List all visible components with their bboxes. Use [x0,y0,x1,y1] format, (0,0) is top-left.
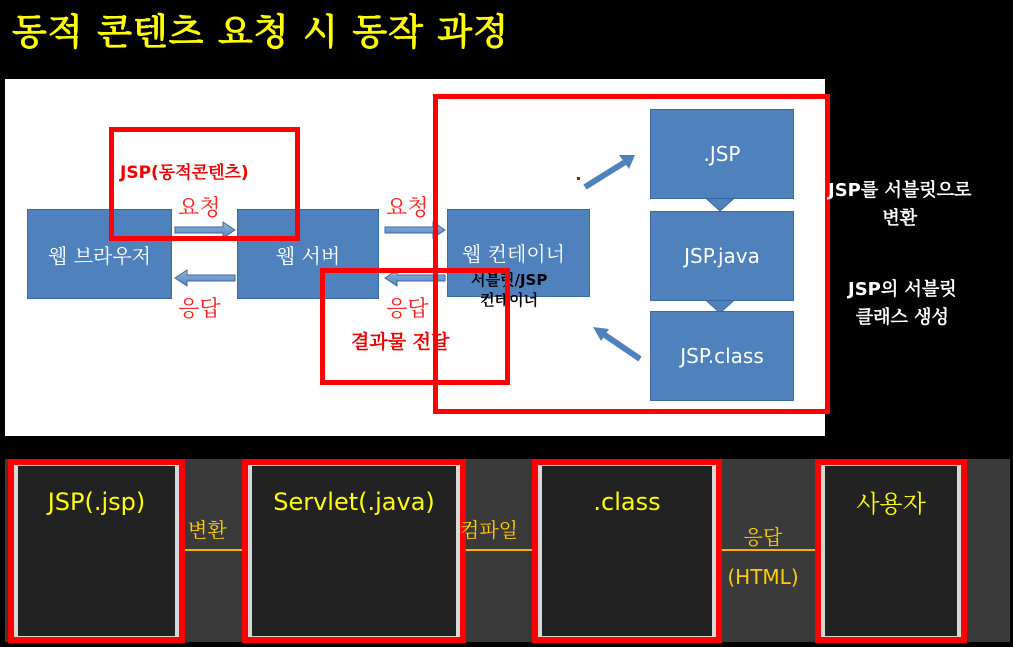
web-browser-box: 웹 브라우저 [27,209,172,299]
request-label-2: 요청 [386,196,429,221]
response-label-2: 응답 [386,297,429,322]
web-container-box: 웹 컨테이너 [447,209,590,297]
highlight-step-servlet [242,459,466,643]
pipeline-step-jsp: JSP(.jsp) [14,462,179,640]
pipeline-step-user: 사용자 [821,462,961,640]
jsp-box: .JSP [650,109,794,199]
response-label-1: 응답 [178,297,221,322]
transition-convert: 변환 [188,518,227,542]
pipeline-line-1 [180,549,250,551]
note-convert: JSP를 서블릿으로 변환 [828,180,972,229]
pipeline-line-2 [460,549,540,551]
pipeline-step-class: .class [538,462,716,640]
page-title: 동적 콘텐츠 요청 시 동작 과정 [12,12,509,53]
note-generate: JSP의 서블릿 클래스 생성 [848,279,957,328]
jsp-java-box: JSP.java [650,211,794,301]
jsp-class-box: JSP.class [650,311,794,401]
highlight-step-class [532,459,722,643]
dynamic-content-label: JSP(동적콘텐츠) [120,163,249,183]
transition-compile: 컴파일 [460,518,518,542]
transition-response: 응답 (HTML) [727,525,799,589]
response-arrow-1 [175,270,235,286]
servlet-jsp-container-label: 서블릿/JSP 컨테이너 [471,271,548,309]
highlight-container [433,94,830,414]
request-label-1: 요청 [178,196,221,221]
highlight-step-user [815,459,967,643]
pipeline-step-servlet: Servlet(.java) [248,462,460,640]
result-delivery-label: 결과물 전달 [351,331,450,353]
highlight-dynamic-content [109,127,300,241]
web-server-box: 웹 서버 [237,209,379,299]
highlight-step-jsp [8,459,185,643]
